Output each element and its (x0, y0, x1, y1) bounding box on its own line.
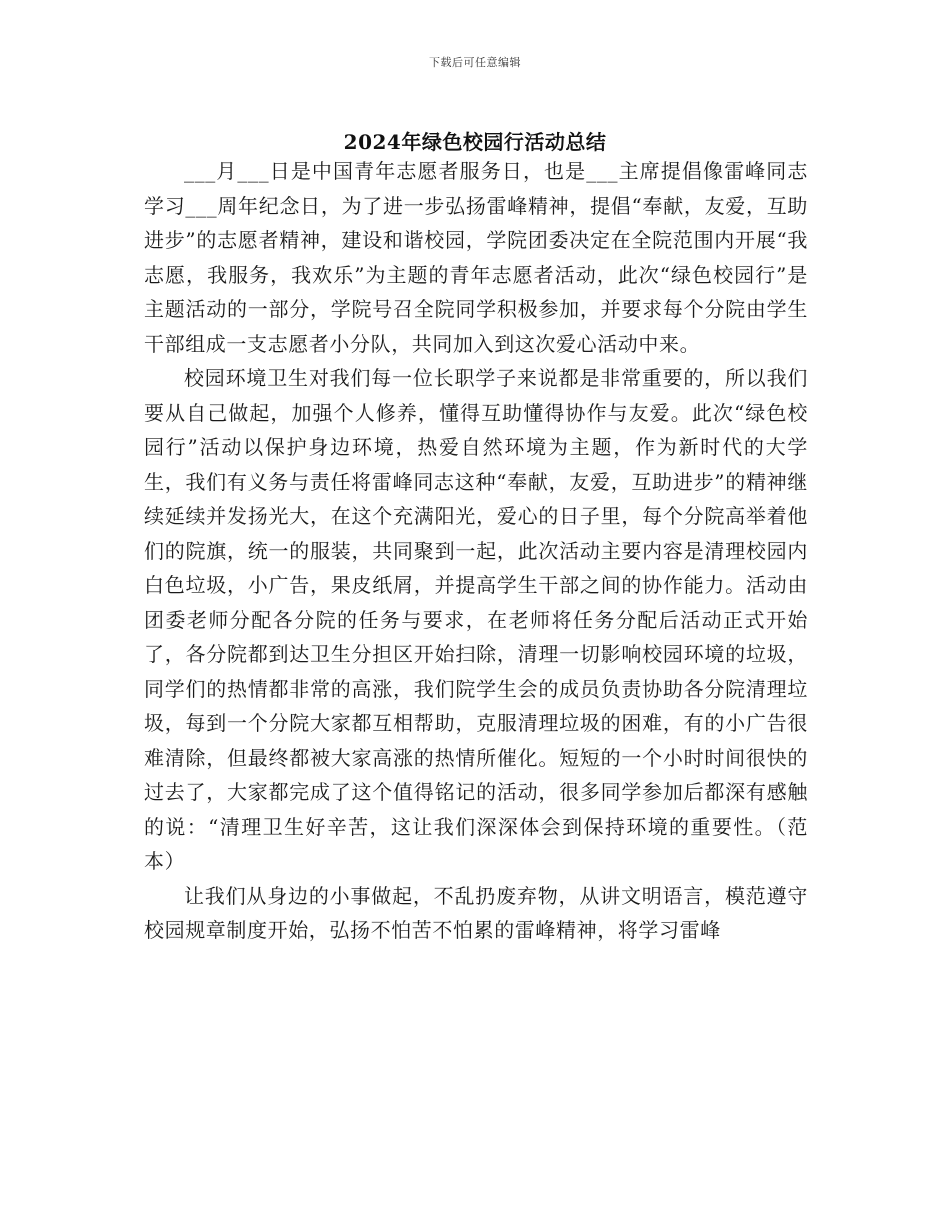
paragraph-closing: 让我们从身边的小事做起，不乱扔废弃物，从讲文明语言，模范遵守校园规章制度开始，弘扬不怕苦不怕累的雷峰精神，将学习雷峰 (144, 883, 808, 942)
page-header-note: 下载后可任意编辑 (429, 56, 521, 69)
paragraph-intro: ___月___日是中国青年志愿者服务日，也是___主席提倡像雷峰同志学习___周年纪念日，为了进一步弘扬雷峰精神，提倡“奉献，友爱，互助进步”的志愿者精神，建设和谐校园，学院团委决定在全院范围内开展“我志愿，我服务，我欢乐”为主题的青年志愿者活动，此次“绿色校园行”是主题活动的一部分，学院号召全院同学积极参加，并要求每个分院由学生干部组成一支志愿者小分队，共同加入到这次爱心活动中来。 (144, 159, 808, 356)
document-title: 2024年绿色校园行活动总结 (343, 130, 607, 154)
paragraph-activity: 校园环境卫生对我们每一位长职学子来说都是非常重要的，所以我们要从自己做起，加强个人修养，懂得互助懂得协作与友爱。此次“绿色校园行”活动以保护身边环境，热爱自然环境为主题，作为新时代的大学生，我们有义务与责任将雷峰同志这种“奉献，友爱，互助进步”的精神继续延续并发扬光大，在这个充满阳光，爱心的日子里，每个分院高举着他们的院旗，统一的服装，共同聚到一起，此次活动主要内容是清理校园内白色垃圾，小广告，果皮纸屑，并提高学生干部之间的协作能力。活动由团委老师分配各分院的任务与要求，在老师将任务分配后活动正式开始了，各分院都到达卫生分担区开始扫除，清理一切影响校园环境的垃圾，同学们的热情都非常的高涨，我们院学生会的成员负责协助各分院清理垃圾，每到一个分院大家都互相帮助，克服清理垃圾的困难，有的小广告很难清除，但最终都被大家高涨的热情所催化。短短的一个小时时间很快的过去了，大家都完成了这个值得铭记的活动，很多同学参加后都深有感触的说：“清理卫生好辛苦，这让我们深深体会到保持环境的重要性。（范本） (144, 366, 808, 873)
document-body (144, 154, 808, 948)
